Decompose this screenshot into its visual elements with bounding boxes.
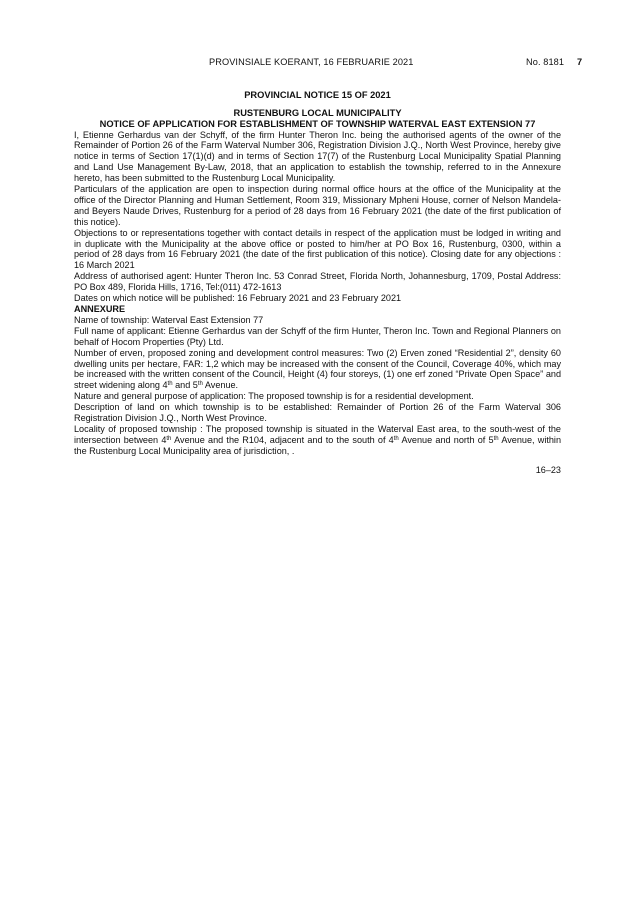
annexure-land-description: Description of land on which township is to be established: Remainder of Portion 26 of the Farm Waterval 306 Registration Division J.Q., North West Province. <box>74 402 561 424</box>
erven-text: Number of erven, proposed zoning and development control measures: Two (2) Erven zoned “Residential 2”, density 60 dwelling units per hectare, FAR: 1,2 which may be increased with the consent of the Council, Coverage 40%, which may be increased with the written consent of the Council, Height (4) four storeys, (1) one erf zoned “Private Open Space” and street widening along 4 <box>74 347 561 391</box>
locality-text: Locality of proposed township : The proposed township is situated in the Waterval East area, to the south-west of the intersection between 4 <box>74 423 561 445</box>
erven-text-end: Avenue. <box>202 380 239 391</box>
paragraph-objections: Objections to or representations together with contact details in respect of the application must be lodged in writing and in duplicate with the Municipality at the above office or posted to him/her at PO Box 16, Rustenburg, 0300, within a period of 28 days from 16 February 2021 (the date of the first publication of this notice). Closing date for any objections : 16 March 2021 <box>74 227 561 271</box>
notice-title: PROVINCIAL NOTICE 15 OF 2021 <box>244 90 391 100</box>
locality-text: Avenue, within the Rustenburg Local Municipality area of jurisdiction, . <box>74 434 562 456</box>
paragraph-intro: I, Etienne Gerhardus van der Schyff, of the firm Hunter Theron Inc. being the authorised agents of the owner of the Remainder of Portion 26 of the Farm Waterval Number 306, Registration Division J.Q., North West Province, hereby give notice in terms of Section 17(1)(d) and in terms of Section 17(7) of the Rustenburg Local Municipality Spatial Planning and Land Use Management By-Law, 2018, that an application to establish the township, referred to in the Annexure hereto, has been submitted to the Rustenburg Local Municipality. <box>74 129 561 184</box>
page-header <box>0 57 640 71</box>
paragraph-agent-address: Address of authorised agent: Hunter Theron Inc. 53 Conrad Street, Florida North, Johannesburg, 1709, Postal Address: PO Box 489, Florida Hills, 1716, Tel:(011) 472-1613 <box>74 271 561 293</box>
erven-text-mid: and 5 <box>172 380 198 391</box>
ordinal-suffix: th <box>393 435 399 442</box>
annexure-applicant: Full name of applicant: Etienne Gerhardus van der Schyff of the firm Hunter, Theron Inc. Town and Regional Planners on behalf of Hocom Properties (Pty) Ltd. <box>74 325 561 347</box>
notice-reference: 16–23 <box>535 464 561 475</box>
ordinal-suffix: th <box>197 381 203 388</box>
locality-text: Avenue and the R104, adjacent and to the south of 4 <box>171 434 394 445</box>
ordinal-suffix: th <box>167 381 173 388</box>
annexure-purpose: Nature and general purpose of application: The proposed township is for a residential development. <box>74 391 474 402</box>
annexure-heading: ANNEXURE <box>74 304 126 314</box>
notice-subject: NOTICE OF APPLICATION FOR ESTABLISHMENT OF TOWNSHIP WATERVAL EAST EXTENSION 77 <box>99 118 536 129</box>
annexure-township-name: Name of township: Waterval East Extension 77 <box>74 314 264 325</box>
notice-body <box>74 90 561 476</box>
municipality-name: RUSTENBURG LOCAL MUNICIPALITY <box>233 107 402 118</box>
ordinal-suffix: th <box>493 435 499 442</box>
page-number: 7 <box>577 57 583 67</box>
annexure-erven <box>74 348 561 392</box>
annexure-locality <box>74 424 561 457</box>
gazette-number: No. 8181 <box>526 57 565 67</box>
ordinal-suffix: th <box>166 435 172 442</box>
paragraph-publication-dates: Dates on which notice will be published: 16 February 2021 and 23 February 2021 <box>74 293 402 304</box>
locality-text: Avenue and north of 5 <box>398 434 494 445</box>
paragraph-particulars: Particulars of the application are open to inspection during normal office hours at the office of the Municipality at the office of the Director Planning and Human Settlement, Room 319, Missionary Mpheni House, corner of Nelson Mandela- and Beyers Naude Drives, Rustenburg for a period of 28 days from 16 February 2021 (the date of the first publication of this notice). <box>74 184 561 227</box>
gazette-title: PROVINSIALE KOERANT, 16 FEBRUARIE 2021 <box>209 57 414 67</box>
